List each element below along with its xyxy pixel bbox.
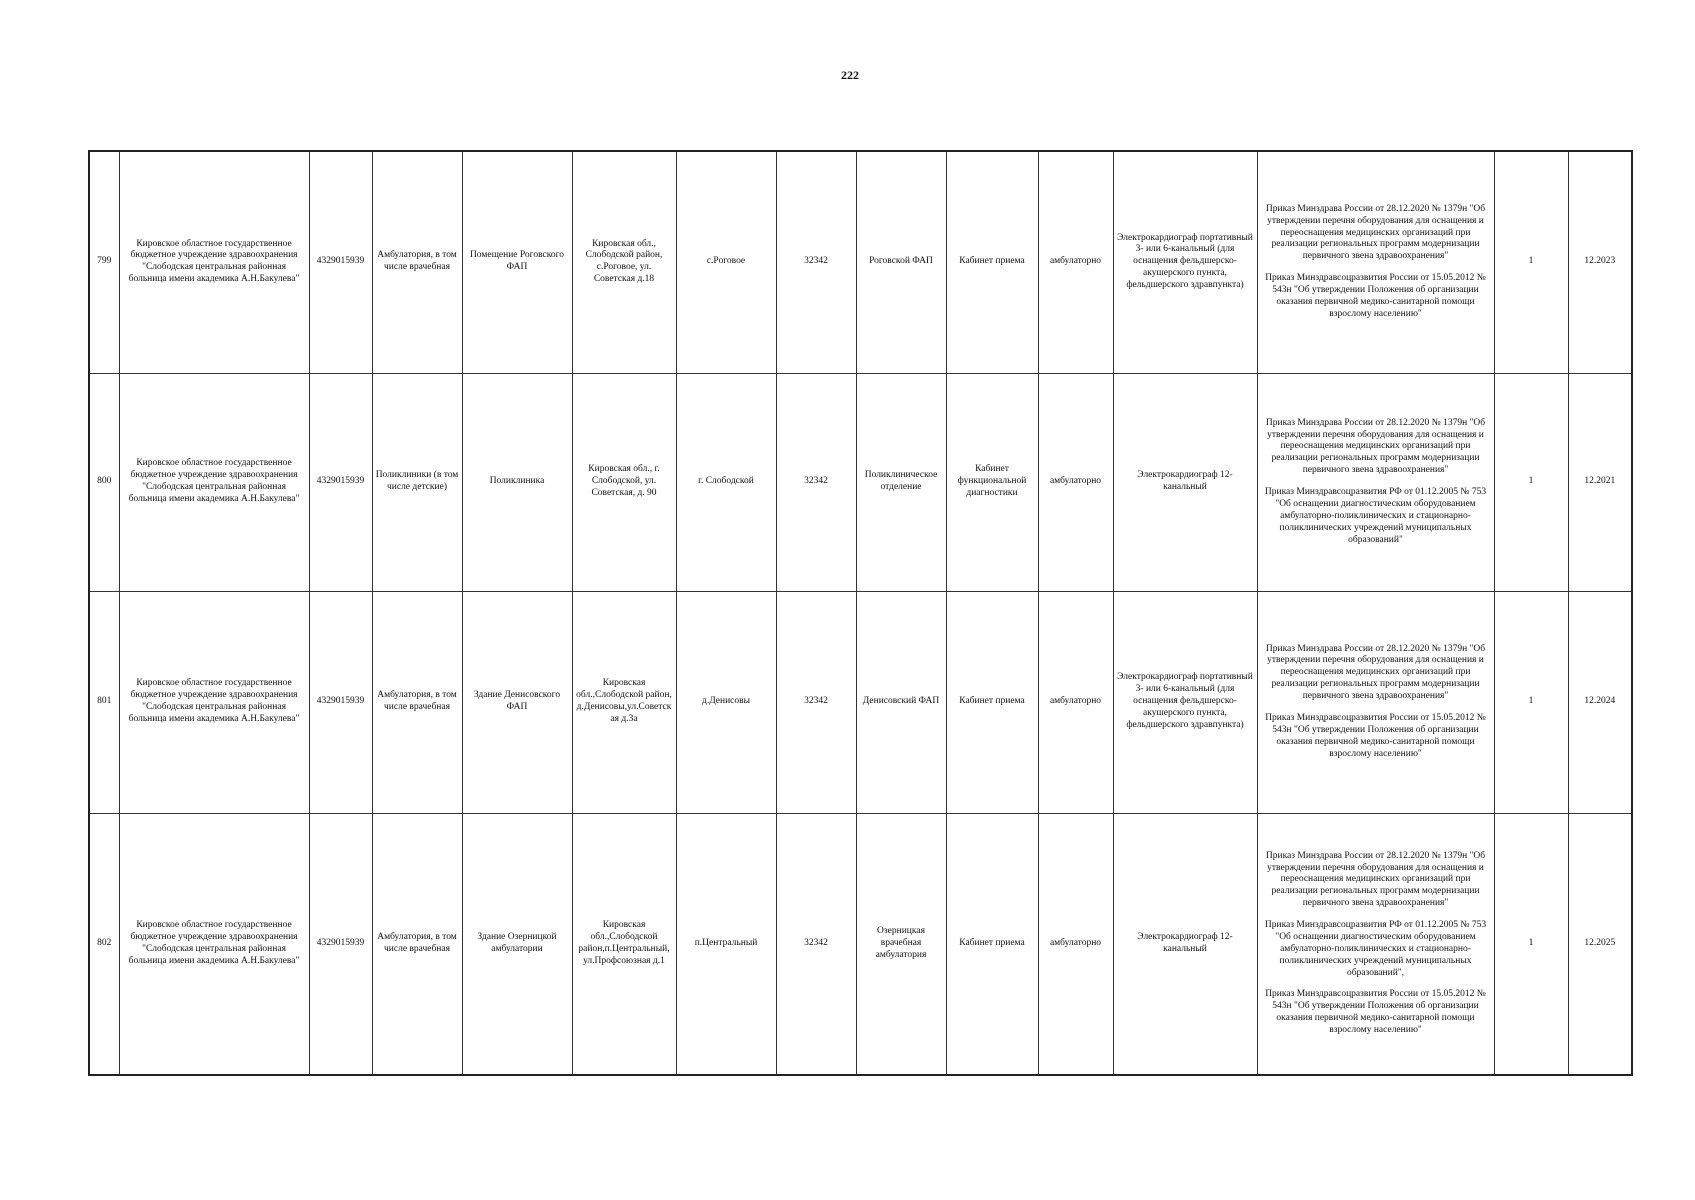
room: Кабинет приема (946, 591, 1038, 813)
facility-type: Амбулатория, в том числе врачебная (372, 813, 462, 1075)
table-row (89, 813, 1632, 1075)
unit: Денисовский ФАП (856, 591, 946, 813)
unit: Роговской ФАП (856, 151, 946, 373)
inn: 4329015939 (309, 813, 372, 1075)
legal-basis-item: Приказ Минздравсоцразвития России от 15.05.2012 № 543н "Об утверждении Положения об организации оказания первичной медико-санитарной помощи взрослому населению" (1265, 273, 1486, 319)
quantity: 1 (1494, 813, 1568, 1075)
equipment: Электрокардиограф 12-канальный (1113, 373, 1257, 591)
building: Здание Денисовского ФАП (462, 591, 572, 813)
equipment: Электрокардиограф портативный 3- или 6-канальный (для оснащения фельдшерско-акушерского пункта, фельдшерского здравпункта) (1113, 151, 1257, 373)
building: Здание Озерницкой амбулатории (462, 813, 572, 1075)
quantity: 1 (1494, 151, 1568, 373)
legal-basis (1257, 373, 1494, 591)
quantity: 1 (1494, 373, 1568, 591)
care-form: амбулаторно (1038, 813, 1113, 1075)
table-row (89, 373, 1632, 591)
legal-basis-item: Приказ Минздравсоцразвития России от 15.05.2012 № 543н "Об утверждении Положения об организации оказания первичной медико-санитарной помощи взрослому населению" (1265, 712, 1486, 759)
row-number: 802 (89, 813, 119, 1075)
equipment-register-table (88, 150, 1633, 1076)
code: 32342 (776, 373, 856, 591)
organization-name: Кировское областное государственное бюджетное учреждение здравоохранения "Слободская центральная районная больница имени академика А.Н.Бакулева" (119, 373, 309, 591)
date: 12.2021 (1568, 373, 1632, 591)
date: 12.2023 (1568, 151, 1632, 373)
legal-basis-item: Приказ Минздрава России от 28.12.2020 № 1379н "Об утверждении перечня оборудования для оснащения и переоснащения медицинских организаций при реализации региональных программ модернизации первичного звена здравоохранения" (1265, 643, 1486, 702)
inn: 4329015939 (309, 151, 372, 373)
address: Кировская обл.,Слободской район, д.Денисовы,ул.Советская д.3а (572, 591, 676, 813)
code: 32342 (776, 591, 856, 813)
date: 12.2025 (1568, 813, 1632, 1075)
code: 32342 (776, 813, 856, 1075)
building: Помещение Роговского ФАП (462, 151, 572, 373)
inn: 4329015939 (309, 591, 372, 813)
care-form: амбулаторно (1038, 591, 1113, 813)
row-number: 801 (89, 591, 119, 813)
facility-type: Амбулатория, в том числе врачебная (372, 151, 462, 373)
code: 32342 (776, 151, 856, 373)
legal-basis-item: Приказ Минздрава России от 28.12.2020 № 1379н "Об утверждении перечня оборудования для оснащения и переоснащения медицинских организаций при реализации региональных программ модернизации первичного звена здравоохранения" (1265, 203, 1486, 262)
facility-type: Поликлиники (в том числе детские) (372, 373, 462, 591)
organization-name: Кировское областное государственное бюджетное учреждение здравоохранения "Слободская центральная районная больница имени академика А.Н.Бакулева" (119, 591, 309, 813)
table-row (89, 591, 1632, 813)
inn: 4329015939 (309, 373, 372, 591)
quantity: 1 (1494, 591, 1568, 813)
room: Кабинет приема (946, 813, 1038, 1075)
table-row (89, 151, 1632, 373)
unit: Поликлиническое отделение (856, 373, 946, 591)
row-number: 800 (89, 373, 119, 591)
equipment: Электрокардиограф 12-канальный (1113, 813, 1257, 1075)
legal-basis-item: Приказ Минздравсоцразвития РФ от 01.12.2005 № 753 "Об оснащении диагностическим оборудованием амбулаторно-поликлинических и стационарно-поликлинических учреждений муниципальных образований", (1264, 920, 1487, 978)
locality: д.Денисовы (676, 591, 776, 813)
legal-basis-item: Приказ Минздравсоцразвития России от 15.05.2012 № 543н "Об утверждении Положения об организации оказания первичной медико-санитарной помощи взрослому населению" (1265, 989, 1486, 1035)
facility-type: Амбулатория, в том числе врачебная (372, 591, 462, 813)
locality: с.Роговое (676, 151, 776, 373)
organization-name: Кировское областное государственное бюджетное учреждение здравоохранения "Слободская центральная районная больница имени академика А.Н.Бакулева" (119, 813, 309, 1075)
unit: Озерницкая врачебная амбулатория (856, 813, 946, 1075)
locality: г. Слободской (676, 373, 776, 591)
building: Поликлиника (462, 373, 572, 591)
organization-name: Кировское областное государственное бюджетное учреждение здравоохранения "Слободская центральная районная больница имени академика А.Н.Бакулева" (119, 151, 309, 373)
room: Кабинет функциональной диагностики (946, 373, 1038, 591)
legal-basis (1257, 591, 1494, 813)
date: 12.2024 (1568, 591, 1632, 813)
address: Кировская обл.,Слободской район,п.Центральный, ул.Профсоюзная д.1 (572, 813, 676, 1075)
legal-basis-item: Приказ Минздравсоцразвития РФ от 01.12.2005 № 753 "Об оснащении диагностическим оборудованием амбулаторно-поликлинических и стационарно-поликлинических учреждений муниципальных образований" (1264, 487, 1487, 545)
equipment: Электрокардиограф портативный 3- или 6-канальный (для оснащения фельдшерско-акушерского пункта, фельдшерского здравпункта) (1113, 591, 1257, 813)
legal-basis-item: Приказ Минздрава России от 28.12.2020 № 1379н "Об утверждении перечня оборудования для оснащения и переоснащения медицинских организаций при реализации региональных программ модернизации первичного звена здравоохранения" (1265, 850, 1486, 909)
room: Кабинет приема (946, 151, 1038, 373)
address: Кировская обл., г. Слободской, ул. Советская, д. 90 (572, 373, 676, 591)
legal-basis-item: Приказ Минздрава России от 28.12.2020 № 1379н "Об утверждении перечня оборудования для оснащения и переоснащения медицинских организаций при реализации региональных программ модернизации первичного звена здравоохранения" (1265, 417, 1486, 476)
legal-basis (1257, 813, 1494, 1075)
care-form: амбулаторно (1038, 151, 1113, 373)
page-number: 222 (841, 68, 859, 82)
row-number: 799 (89, 151, 119, 373)
locality: п.Центральный (676, 813, 776, 1075)
care-form: амбулаторно (1038, 373, 1113, 591)
address: Кировская обл., Слободской район, с.Роговое, ул. Советская д.18 (572, 151, 676, 373)
legal-basis (1257, 151, 1494, 373)
